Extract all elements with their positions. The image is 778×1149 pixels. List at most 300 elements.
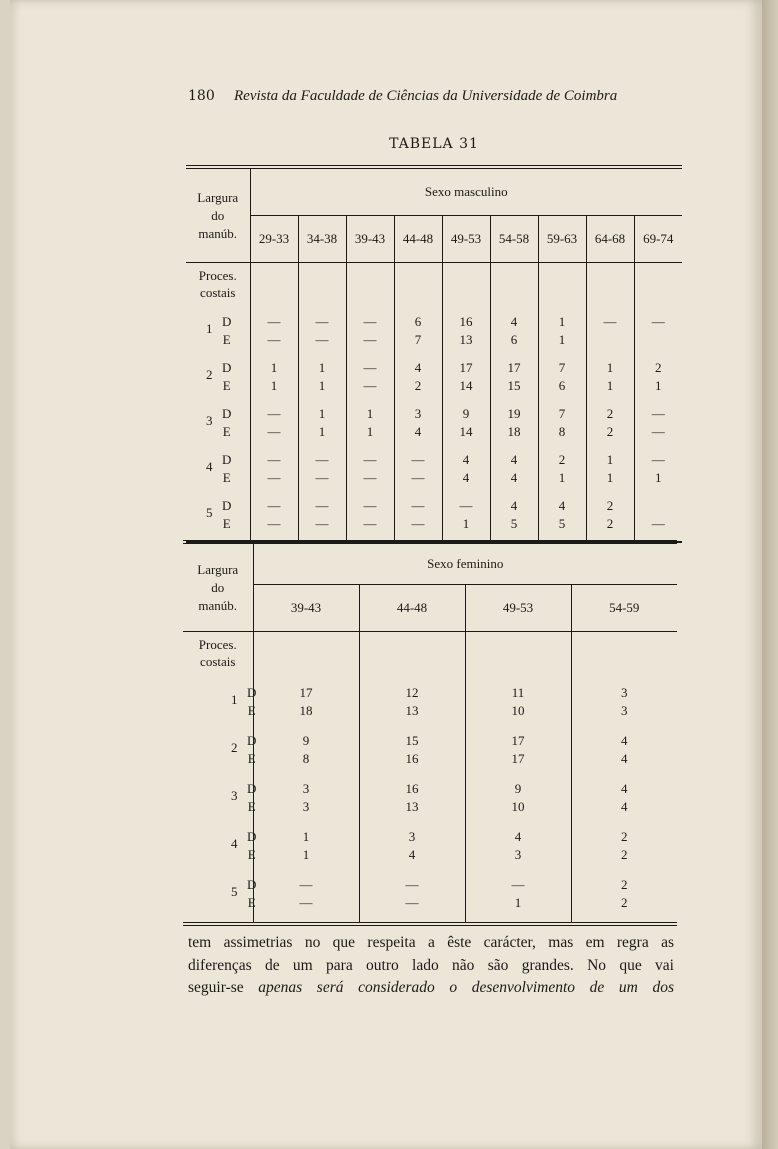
value-e: 6 [558,378,566,393]
value-e: 2 [621,895,628,910]
value-d: — [315,314,329,329]
value-cell [571,874,677,924]
side-labels [222,405,231,441]
side-label-d: D [222,452,232,467]
value-d: 3 [414,406,422,421]
side-label-e: E [247,703,256,718]
value-d [635,497,683,515]
value-e: 14 [459,424,473,439]
value-d: 1 [302,829,310,844]
spacer-cell [250,263,298,312]
value-d: 3 [621,685,628,700]
value-cell [538,357,586,403]
row-number: 5 [206,505,213,520]
proc-label-line: Proces. [198,268,237,283]
side-labels [247,780,256,816]
value-d: 2 [606,498,614,513]
value-d: — [411,452,425,467]
table-row [186,403,682,449]
value-d: — [363,314,377,329]
value-e: 16 [405,751,419,766]
value-cell [394,495,442,542]
row-number: 4 [231,836,238,851]
value-cell [359,682,465,730]
value-cell [465,874,571,924]
value-d: 17 [507,360,521,375]
value-e: 13 [405,703,419,718]
side-label-e: E [222,378,231,393]
value-cell [465,778,571,826]
row-label [186,495,250,542]
value-e: 2 [606,516,614,531]
value-d: 4 [514,829,522,844]
side-label-e: E [222,332,231,347]
corner-label [186,167,250,263]
table-row [186,449,682,495]
value-d: — [363,452,377,467]
value-e: 5 [558,516,566,531]
value-e: — [363,332,377,347]
side-labels [222,451,231,487]
value-e: — [363,516,377,531]
side-label-e: E [247,847,256,862]
value-d: 4 [621,781,628,796]
value-cell [359,778,465,826]
value-cell [298,403,346,449]
value-d: 3 [408,829,416,844]
value-d: — [459,498,473,513]
value-cell [571,682,677,730]
value-e: 13 [405,799,419,814]
value-cell [253,874,359,924]
side-label-e: E [247,799,256,814]
table-row [183,778,677,826]
value-d: 9 [514,781,522,796]
value-cell [465,826,571,874]
value-cell [490,403,538,449]
value-e: 1 [318,424,326,439]
value-e: 8 [302,751,310,766]
value-cell [538,449,586,495]
row-label [183,874,257,924]
body-line [188,977,674,1000]
value-cell [346,311,394,357]
value-e: — [267,516,281,531]
value-e: — [411,516,425,531]
body-line: diferenças de um para outro lado não são grandes. No que vai [188,956,674,974]
corner-label-line: manúb. [198,225,238,241]
table-row [183,874,677,924]
value-d: — [267,406,281,421]
value-cell [634,311,682,357]
value-d: 4 [510,314,518,329]
value-e: 1 [558,470,566,485]
value-cell [586,311,634,357]
value-cell [298,449,346,495]
value-d: 2 [621,829,628,844]
value-e: 4 [462,470,470,485]
value-cell [253,826,359,874]
value-d: 4 [462,452,470,467]
value-cell [394,403,442,449]
column-header: 59-63 [538,216,586,263]
side-label-e: E [247,751,256,766]
spacer-cell [394,263,442,312]
side-labels [222,313,231,349]
column-header: 44-48 [394,216,442,263]
value-d: 7 [558,360,566,375]
side-labels [247,732,256,768]
side-label-d: D [222,498,232,513]
value-e: 2 [606,424,614,439]
value-cell [359,730,465,778]
side-label-e: E [247,895,256,910]
body-line: tem assimetrias no que respeita a êste carácter, mas em regra as [188,934,674,951]
value-cell [571,826,677,874]
row-number: 3 [231,788,238,803]
value-cell [394,311,442,357]
value-d: 12 [405,685,419,700]
side-label-d: D [247,877,257,892]
spacer-cell [359,632,465,683]
value-d: — [651,314,665,329]
value-e: 18 [299,703,313,718]
value-cell [465,730,571,778]
value-cell [253,778,359,826]
value-e: — [267,332,281,347]
value-e: 4 [621,799,628,814]
row-number: 2 [206,367,213,382]
value-d: — [363,360,377,375]
value-cell [634,357,682,403]
value-cell [359,826,465,874]
value-e: — [315,516,329,531]
corner-label [183,542,253,632]
value-e: 14 [459,378,473,393]
journal-title: Revista da Faculdade de Ciências da Universidade de Coimbra [234,88,618,104]
value-cell [298,357,346,403]
group-label: Sexo masculino [250,167,682,216]
value-e: 15 [507,378,521,393]
column-header: 39-43 [346,216,394,263]
value-e: 4 [414,424,422,439]
column-header: 49-53 [465,585,571,632]
value-d: 1 [606,360,614,375]
value-d: 2 [655,360,662,375]
spacer-cell [634,263,682,312]
value-d: 16 [459,314,473,329]
side-labels [222,497,231,533]
value-e: — [651,516,665,531]
side-labels [247,684,256,720]
proc-label-line: Proces. [198,637,237,652]
value-cell [442,495,490,542]
table-row [186,495,682,542]
row-label [186,449,250,495]
row-number: 1 [206,321,213,336]
column-header: 29-33 [250,216,298,263]
value-d: 7 [558,406,566,421]
value-d: 15 [405,733,419,748]
value-cell [253,682,359,730]
value-d: 4 [510,452,518,467]
column-header: 69-74 [634,216,682,263]
value-e: 1 [655,378,662,393]
proc-label-line: costais [200,285,236,300]
value-d: 17 [459,360,473,375]
table-female [183,540,677,926]
spacer-cell [442,263,490,312]
spacer-cell [571,632,677,683]
value-cell [346,495,394,542]
value-cell [538,495,586,542]
value-e: 3 [514,847,522,862]
value-d: — [363,498,377,513]
row-number: 4 [206,459,213,474]
value-cell [538,403,586,449]
spacer-cell [253,632,359,683]
value-d: — [267,498,281,513]
value-e: 1 [366,424,374,439]
row-number: 2 [231,740,238,755]
value-e: — [267,470,281,485]
value-d: 9 [462,406,470,421]
side-label-e: E [222,516,231,531]
running-header [188,88,638,110]
column-header: 54-59 [571,585,677,632]
value-cell [571,730,677,778]
value-d: — [411,498,425,513]
value-e: — [411,470,425,485]
value-d: 11 [511,685,525,700]
value-e: 4 [621,751,628,766]
spacer-cell [346,263,394,312]
value-cell [586,495,634,542]
value-d: 4 [621,733,628,748]
table-row [186,357,682,403]
value-cell [346,403,394,449]
value-e: 18 [507,424,521,439]
value-cell [442,311,490,357]
value-cell [490,311,538,357]
value-d: — [267,452,281,467]
value-e: — [315,470,329,485]
table-row [186,311,682,357]
body-line-regular: seguir-se [188,979,259,996]
value-d: 17 [299,685,313,700]
spacer-cell [465,632,571,683]
column-header: 34-38 [298,216,346,263]
value-cell [250,495,298,542]
value-cell [490,449,538,495]
value-d: 4 [414,360,422,375]
row-label [183,682,257,730]
column-header: 64-68 [586,216,634,263]
value-e [635,331,683,349]
value-d: 4 [510,498,518,513]
side-label-d: D [222,314,232,329]
table-title: TABELA 31 [389,136,479,152]
value-e: 1 [606,378,614,393]
row-number: 3 [206,413,213,428]
side-label-d: D [247,829,257,844]
value-cell [250,403,298,449]
value-d: — [603,314,617,329]
value-cell [298,311,346,357]
value-cell [490,495,538,542]
value-d: — [315,498,329,513]
value-cell [442,403,490,449]
value-cell [634,495,682,542]
value-e: 6 [510,332,518,347]
row-number: 5 [231,884,238,899]
value-d: 2 [606,406,614,421]
side-label-e: E [222,470,231,485]
value-cell [586,357,634,403]
value-d: — [651,452,665,467]
value-d: — [651,406,665,421]
value-cell [442,357,490,403]
value-e: 17 [511,751,525,766]
value-e: 1 [270,378,278,393]
value-d: 1 [366,406,374,421]
table-row [183,826,677,874]
value-e: 1 [514,895,522,910]
value-d: — [267,314,281,329]
value-d: 9 [302,733,310,748]
value-cell [250,449,298,495]
spacer-cell [298,263,346,312]
value-d: — [299,877,313,892]
row-label [186,403,250,449]
value-e: 13 [459,332,473,347]
spacer-cell [538,263,586,312]
row-label [183,826,257,874]
value-e: 1 [655,470,662,485]
column-header: 54-58 [490,216,538,263]
corner-label-line: do [211,207,225,223]
value-e: 3 [302,799,310,814]
value-e: 1 [302,847,310,862]
side-labels [222,359,231,395]
spacer-cell [490,263,538,312]
corner-label-line: Largura [197,189,239,205]
value-e: 1 [558,332,566,347]
value-d: 17 [511,733,525,748]
side-labels [247,828,256,864]
value-e: 4 [408,847,416,862]
proc-label [183,632,253,683]
value-cell [490,357,538,403]
value-e: 10 [511,703,525,718]
corner-label-line: do [211,579,225,595]
value-cell [571,778,677,826]
value-d: 1 [558,314,566,329]
value-d: — [511,877,525,892]
side-label-e: E [222,424,231,439]
value-e: 2 [414,378,422,393]
value-cell [634,403,682,449]
value-d: 16 [405,781,419,796]
row-label [186,357,250,403]
value-cell [394,449,442,495]
table-row [183,730,677,778]
value-e: — [363,470,377,485]
corner-label-line: manúb. [198,597,238,613]
value-d: 3 [302,781,310,796]
value-cell [298,495,346,542]
value-d: 2 [621,877,628,892]
value-d: 1 [318,360,326,375]
column-header: 44-48 [359,585,465,632]
side-label-d: D [222,360,232,375]
value-e: 1 [462,516,470,531]
side-label-d: D [247,685,257,700]
proc-label-line: costais [200,654,236,669]
column-header: 39-43 [253,585,359,632]
value-e: 8 [558,424,566,439]
side-labels [247,876,256,912]
value-cell [394,357,442,403]
value-d: 2 [558,452,566,467]
value-d: 6 [414,314,422,329]
spacer-cell [586,263,634,312]
row-label [186,311,250,357]
value-e: — [651,424,665,439]
value-d: 1 [318,406,326,421]
row-label [183,730,257,778]
value-e: 10 [511,799,525,814]
page-number: 180 [188,88,215,104]
value-cell [465,682,571,730]
table-row [183,682,677,730]
value-d: 19 [507,406,521,421]
value-e: 5 [510,516,518,531]
value-d: 1 [606,452,614,467]
value-cell [253,730,359,778]
value-cell [586,449,634,495]
value-e: — [299,895,313,910]
value-d: 1 [270,360,278,375]
value-cell [538,311,586,357]
side-label-d: D [247,781,257,796]
value-e: — [315,332,329,347]
value-cell [586,403,634,449]
body-line-italic: apenas será considerado o desenvolvimento de um dos [258,979,674,996]
value-e: — [267,424,281,439]
side-label-d: D [247,733,257,748]
column-header: 49-53 [442,216,490,263]
value-e: 3 [621,703,628,718]
value-e: 7 [414,332,422,347]
value-cell [250,357,298,403]
value-e: 1 [318,378,326,393]
value-e: 1 [606,470,614,485]
value-cell [634,449,682,495]
group-label: Sexo feminino [253,542,677,585]
value-cell [442,449,490,495]
page-edge [762,0,778,1149]
value-e [587,331,634,349]
value-d: — [315,452,329,467]
proc-label [186,263,250,312]
corner-label-line: Largura [197,561,239,577]
value-e: 2 [621,847,628,862]
side-label-d: D [222,406,232,421]
value-cell [346,357,394,403]
value-cell [250,311,298,357]
value-e: — [363,378,377,393]
